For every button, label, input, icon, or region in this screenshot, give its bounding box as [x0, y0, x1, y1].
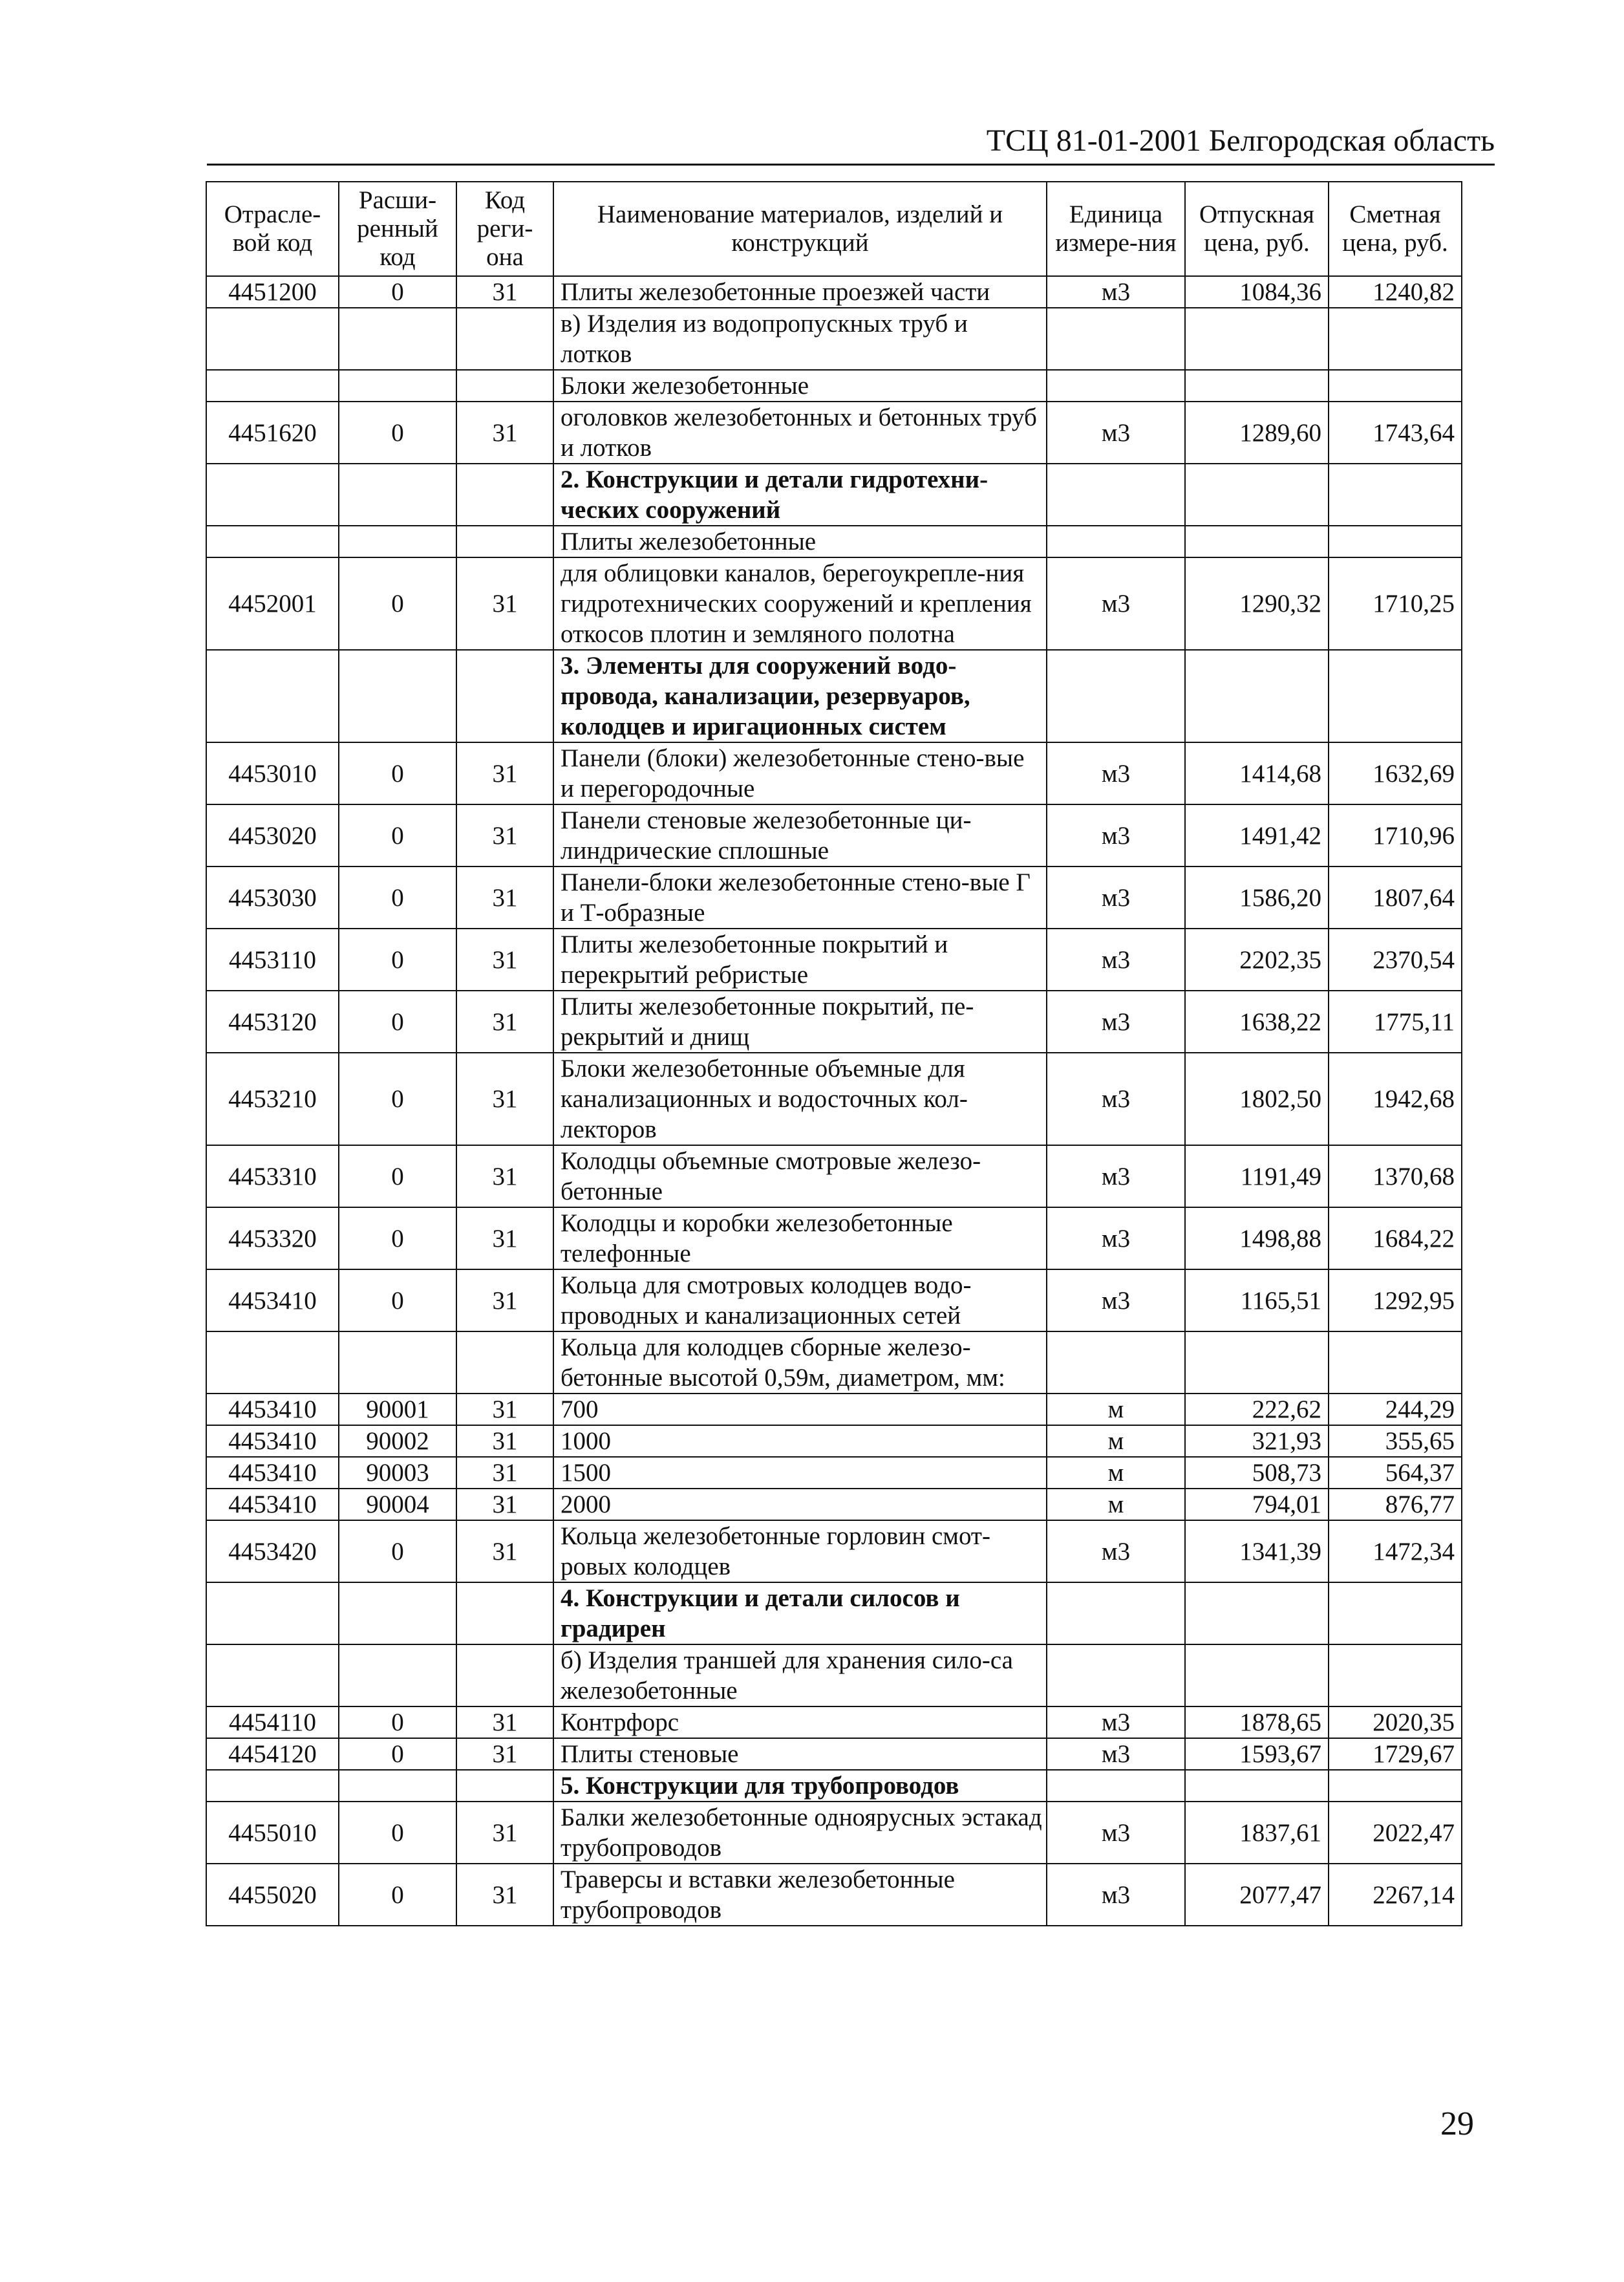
cell-region-code: 31	[456, 276, 553, 308]
cell-extended-code: 0	[339, 402, 456, 464]
cell-extended-code: 0	[339, 742, 456, 804]
cell-release-price: 1878,65	[1185, 1706, 1329, 1738]
cell-unit: м3	[1047, 402, 1185, 464]
section-heading-row	[206, 464, 1462, 526]
table-row	[206, 526, 1462, 557]
cell-region-code: 31	[456, 557, 553, 650]
cell-industry-code	[206, 308, 339, 370]
cell-material-name: Колодцы и коробки железобетонные телефонные	[553, 1207, 1047, 1269]
column-header-estimate-price: Сметная цена, руб.	[1329, 182, 1462, 276]
cell-region-code: 31	[456, 742, 553, 804]
cell-material-name: б) Изделия траншей для хранения сило-са железобетонные	[553, 1644, 1047, 1706]
cell-extended-code: 90001	[339, 1394, 456, 1425]
cell-material-name: Панели-блоки железобетонные стено-вые Г и Т-образные	[553, 867, 1047, 929]
cell-region-code	[456, 650, 553, 742]
cell-release-price: 1289,60	[1185, 402, 1329, 464]
cell-unit: м3	[1047, 742, 1185, 804]
table-row	[206, 557, 1462, 650]
cell-release-price: 1491,42	[1185, 804, 1329, 867]
cell-release-price: 2202,35	[1185, 929, 1329, 991]
cell-release-price: 508,73	[1185, 1457, 1329, 1489]
table-body	[206, 276, 1462, 1926]
cell-industry-code: 4453320	[206, 1207, 339, 1269]
cell-unit: м3	[1047, 867, 1185, 929]
cell-region-code: 31	[456, 1802, 553, 1864]
table-row	[206, 370, 1462, 402]
cell-region-code: 31	[456, 1425, 553, 1457]
cell-estimate-price	[1329, 1644, 1462, 1706]
cell-extended-code	[339, 1770, 456, 1802]
cell-release-price: 222,62	[1185, 1394, 1329, 1425]
cell-estimate-price: 876,77	[1329, 1489, 1462, 1520]
column-header-unit: Единица измере-ния	[1047, 182, 1185, 276]
cell-unit: м3	[1047, 929, 1185, 991]
cell-material-name: Панели (блоки) железобетонные стено-вые и перегородочные	[553, 742, 1047, 804]
table-row	[206, 742, 1462, 804]
cell-release-price: 1593,67	[1185, 1738, 1329, 1770]
cell-extended-code	[339, 370, 456, 402]
cell-region-code: 31	[456, 1269, 553, 1331]
cell-industry-code	[206, 1770, 339, 1802]
cell-material-name: для облицовки каналов, берегоукрепле-ния гидротехнических сооружений и крепления откосов плотин и земляного полотна	[553, 557, 1047, 650]
cell-unit	[1047, 1770, 1185, 1802]
cell-estimate-price	[1329, 370, 1462, 402]
cell-extended-code: 0	[339, 991, 456, 1053]
cell-industry-code: 4454120	[206, 1738, 339, 1770]
cell-region-code: 31	[456, 402, 553, 464]
cell-estimate-price	[1329, 650, 1462, 742]
cell-extended-code: 0	[339, 276, 456, 308]
cell-industry-code: 4451200	[206, 276, 339, 308]
section-heading-row	[206, 1770, 1462, 1802]
cell-industry-code	[206, 464, 339, 526]
cell-estimate-price	[1329, 308, 1462, 370]
column-header-material-name: Наименование материалов, изделий и конструкций	[553, 182, 1047, 276]
cell-unit	[1047, 308, 1185, 370]
cell-release-price	[1185, 370, 1329, 402]
cell-estimate-price: 2267,14	[1329, 1864, 1462, 1926]
cell-unit: м3	[1047, 991, 1185, 1053]
cell-release-price: 1191,49	[1185, 1145, 1329, 1207]
table-row	[206, 1738, 1462, 1770]
cell-extended-code	[339, 464, 456, 526]
cell-region-code: 31	[456, 804, 553, 867]
cell-release-price	[1185, 1644, 1329, 1706]
cell-industry-code: 4455010	[206, 1802, 339, 1864]
cell-material-name: Плиты железобетонные	[553, 526, 1047, 557]
cell-unit: м	[1047, 1489, 1185, 1520]
cell-release-price: 2077,47	[1185, 1864, 1329, 1926]
cell-unit: м3	[1047, 1520, 1185, 1582]
cell-extended-code	[339, 1331, 456, 1394]
cell-industry-code: 4453110	[206, 929, 339, 991]
cell-material-name: Плиты железобетонные проезжей части	[553, 276, 1047, 308]
column-header-industry-code: Отрасле-вой код	[206, 182, 339, 276]
cell-release-price	[1185, 526, 1329, 557]
cell-extended-code: 0	[339, 1864, 456, 1926]
cell-industry-code: 4453010	[206, 742, 339, 804]
cell-estimate-price: 2370,54	[1329, 929, 1462, 991]
cell-extended-code: 0	[339, 1802, 456, 1864]
cell-unit	[1047, 1582, 1185, 1644]
table-row	[206, 276, 1462, 308]
table-row	[206, 929, 1462, 991]
table-row	[206, 1331, 1462, 1394]
cell-unit: м3	[1047, 804, 1185, 867]
cell-estimate-price: 1729,67	[1329, 1738, 1462, 1770]
cell-release-price: 1341,39	[1185, 1520, 1329, 1582]
cell-estimate-price: 1743,64	[1329, 402, 1462, 464]
cell-estimate-price: 1710,25	[1329, 557, 1462, 650]
cell-extended-code: 90002	[339, 1425, 456, 1457]
table-row	[206, 1394, 1462, 1425]
cell-extended-code: 0	[339, 1738, 456, 1770]
cell-unit: м3	[1047, 557, 1185, 650]
cell-extended-code: 0	[339, 867, 456, 929]
table-row	[206, 1802, 1462, 1864]
cell-estimate-price: 1632,69	[1329, 742, 1462, 804]
cell-region-code	[456, 1770, 553, 1802]
cell-industry-code: 4453410	[206, 1394, 339, 1425]
cell-unit	[1047, 1644, 1185, 1706]
cell-material-name: Траверсы и вставки железобетонные трубопроводов	[553, 1864, 1047, 1926]
column-header-release-price: Отпускная цена, руб.	[1185, 182, 1329, 276]
section-heading-row	[206, 1582, 1462, 1644]
cell-estimate-price	[1329, 526, 1462, 557]
price-table-container	[206, 181, 1461, 1926]
cell-estimate-price: 244,29	[1329, 1394, 1462, 1425]
cell-extended-code: 90003	[339, 1457, 456, 1489]
cell-unit	[1047, 370, 1185, 402]
table-row	[206, 402, 1462, 464]
cell-release-price: 1498,88	[1185, 1207, 1329, 1269]
cell-industry-code: 4453210	[206, 1053, 339, 1145]
table-row	[206, 1145, 1462, 1207]
table-row	[206, 1053, 1462, 1145]
cell-estimate-price: 1807,64	[1329, 867, 1462, 929]
table-row	[206, 308, 1462, 370]
cell-region-code	[456, 526, 553, 557]
price-table	[206, 181, 1462, 1926]
cell-material-name: 4. Конструкции и детали силосов и градирен	[553, 1582, 1047, 1644]
cell-industry-code	[206, 1644, 339, 1706]
cell-extended-code: 90004	[339, 1489, 456, 1520]
cell-industry-code	[206, 1582, 339, 1644]
cell-region-code	[456, 464, 553, 526]
cell-release-price: 1638,22	[1185, 991, 1329, 1053]
cell-estimate-price: 1710,96	[1329, 804, 1462, 867]
cell-material-name: Блоки железобетонные	[553, 370, 1047, 402]
cell-material-name: в) Изделия из водопропускных труб и лотков	[553, 308, 1047, 370]
table-row	[206, 1425, 1462, 1457]
cell-industry-code: 4453120	[206, 991, 339, 1053]
cell-extended-code: 0	[339, 1145, 456, 1207]
cell-region-code	[456, 1644, 553, 1706]
cell-industry-code: 4453410	[206, 1489, 339, 1520]
cell-region-code: 31	[456, 1520, 553, 1582]
cell-unit: м3	[1047, 1706, 1185, 1738]
cell-unit: м3	[1047, 1864, 1185, 1926]
cell-extended-code	[339, 650, 456, 742]
cell-material-name: Кольца железобетонные горловин смот-ровых колодцев	[553, 1520, 1047, 1582]
cell-material-name: 2000	[553, 1489, 1047, 1520]
cell-material-name: Балки железобетонные одноярусных эстакад трубопроводов	[553, 1802, 1047, 1864]
cell-estimate-price: 564,37	[1329, 1457, 1462, 1489]
cell-estimate-price	[1329, 1582, 1462, 1644]
cell-estimate-price: 1292,95	[1329, 1269, 1462, 1331]
cell-material-name: 1500	[553, 1457, 1047, 1489]
cell-industry-code	[206, 526, 339, 557]
table-row	[206, 1207, 1462, 1269]
cell-release-price	[1185, 464, 1329, 526]
cell-region-code: 31	[456, 1864, 553, 1926]
cell-industry-code	[206, 650, 339, 742]
cell-unit: м3	[1047, 1207, 1185, 1269]
cell-release-price: 1165,51	[1185, 1269, 1329, 1331]
cell-material-name: Кольца для смотровых колодцев водо-проводных и канализационных сетей	[553, 1269, 1047, 1331]
cell-region-code	[456, 1582, 553, 1644]
cell-release-price	[1185, 1331, 1329, 1394]
cell-industry-code: 4452001	[206, 557, 339, 650]
cell-material-name: 3. Элементы для сооружений водо-провода, канализации, резервуаров, колодцев и иригационных систем	[553, 650, 1047, 742]
cell-region-code: 31	[456, 1457, 553, 1489]
cell-extended-code: 0	[339, 929, 456, 991]
cell-material-name: Колодцы объемные смотровые железо-бетонные	[553, 1145, 1047, 1207]
cell-region-code: 31	[456, 1738, 553, 1770]
cell-release-price	[1185, 308, 1329, 370]
cell-material-name: 2. Конструкции и детали гидротехни-ческих сооружений	[553, 464, 1047, 526]
cell-industry-code: 4453030	[206, 867, 339, 929]
cell-material-name: Панели стеновые железобетонные ци-линдрические сплошные	[553, 804, 1047, 867]
cell-unit: м3	[1047, 1053, 1185, 1145]
cell-release-price: 1837,61	[1185, 1802, 1329, 1864]
table-row	[206, 1644, 1462, 1706]
table-header-row	[206, 182, 1462, 276]
cell-industry-code	[206, 370, 339, 402]
table-row	[206, 1269, 1462, 1331]
cell-release-price: 1802,50	[1185, 1053, 1329, 1145]
cell-industry-code: 4453420	[206, 1520, 339, 1582]
cell-industry-code: 4451620	[206, 402, 339, 464]
cell-unit: м3	[1047, 1269, 1185, 1331]
cell-unit	[1047, 650, 1185, 742]
cell-unit: м3	[1047, 1802, 1185, 1864]
cell-release-price: 1290,32	[1185, 557, 1329, 650]
cell-region-code: 31	[456, 991, 553, 1053]
cell-material-name: 5. Конструкции для трубопроводов	[553, 1770, 1047, 1802]
column-header-region-code: Код реги-она	[456, 182, 553, 276]
cell-industry-code: 4453310	[206, 1145, 339, 1207]
cell-estimate-price: 2022,47	[1329, 1802, 1462, 1864]
cell-unit: м	[1047, 1457, 1185, 1489]
cell-release-price: 1586,20	[1185, 867, 1329, 929]
cell-release-price: 321,93	[1185, 1425, 1329, 1457]
section-heading-row	[206, 650, 1462, 742]
cell-region-code: 31	[456, 1207, 553, 1269]
cell-unit	[1047, 464, 1185, 526]
page-number: 29	[1440, 2105, 1474, 2142]
table-row	[206, 1489, 1462, 1520]
cell-estimate-price	[1329, 1770, 1462, 1802]
cell-region-code: 31	[456, 867, 553, 929]
column-header-extended-code: Расши-ренный код	[339, 182, 456, 276]
cell-release-price: 1414,68	[1185, 742, 1329, 804]
cell-industry-code: 4453410	[206, 1457, 339, 1489]
cell-estimate-price: 1472,34	[1329, 1520, 1462, 1582]
cell-industry-code: 4453410	[206, 1425, 339, 1457]
cell-material-name: Плиты стеновые	[553, 1738, 1047, 1770]
table-row	[206, 867, 1462, 929]
cell-extended-code	[339, 1644, 456, 1706]
cell-material-name: Контрфорс	[553, 1706, 1047, 1738]
cell-material-name: оголовков железобетонных и бетонных труб и лотков	[553, 402, 1047, 464]
cell-material-name: 700	[553, 1394, 1047, 1425]
cell-estimate-price	[1329, 464, 1462, 526]
cell-industry-code	[206, 1331, 339, 1394]
cell-unit	[1047, 1331, 1185, 1394]
cell-estimate-price: 1370,68	[1329, 1145, 1462, 1207]
cell-release-price: 794,01	[1185, 1489, 1329, 1520]
cell-extended-code	[339, 308, 456, 370]
cell-estimate-price: 1684,22	[1329, 1207, 1462, 1269]
cell-estimate-price	[1329, 1331, 1462, 1394]
cell-region-code: 31	[456, 1394, 553, 1425]
cell-extended-code: 0	[339, 1207, 456, 1269]
cell-material-name: Плиты железобетонные покрытий, пе-рекрытий и днищ	[553, 991, 1047, 1053]
cell-industry-code: 4454110	[206, 1706, 339, 1738]
document-title: ТСЦ 81-01-2001 Белгородская область	[986, 124, 1495, 158]
table-row	[206, 1457, 1462, 1489]
cell-industry-code: 4453410	[206, 1269, 339, 1331]
table-row	[206, 804, 1462, 867]
cell-unit	[1047, 526, 1185, 557]
cell-estimate-price: 1942,68	[1329, 1053, 1462, 1145]
page-header	[207, 113, 1495, 166]
cell-extended-code: 0	[339, 1269, 456, 1331]
cell-extended-code: 0	[339, 804, 456, 867]
cell-estimate-price: 1240,82	[1329, 276, 1462, 308]
cell-extended-code: 0	[339, 1520, 456, 1582]
cell-estimate-price: 2020,35	[1329, 1706, 1462, 1738]
cell-release-price	[1185, 650, 1329, 742]
cell-material-name: Кольца для колодцев сборные железо-бетонные высотой 0,59м, диаметром, мм:	[553, 1331, 1047, 1394]
cell-region-code: 31	[456, 1053, 553, 1145]
table-row	[206, 1864, 1462, 1926]
cell-unit: м	[1047, 1425, 1185, 1457]
cell-material-name: Блоки железобетонные объемные для канализационных и водосточных кол-лекторов	[553, 1053, 1047, 1145]
cell-release-price	[1185, 1582, 1329, 1644]
table-row	[206, 1706, 1462, 1738]
cell-unit: м3	[1047, 276, 1185, 308]
cell-unit: м3	[1047, 1145, 1185, 1207]
cell-extended-code: 0	[339, 1706, 456, 1738]
cell-extended-code	[339, 1582, 456, 1644]
cell-release-price	[1185, 1770, 1329, 1802]
cell-extended-code: 0	[339, 1053, 456, 1145]
cell-region-code	[456, 370, 553, 402]
cell-unit: м	[1047, 1394, 1185, 1425]
cell-material-name: 1000	[553, 1425, 1047, 1457]
cell-unit: м3	[1047, 1738, 1185, 1770]
cell-material-name: Плиты железобетонные покрытий и перекрытий ребристые	[553, 929, 1047, 991]
cell-region-code	[456, 308, 553, 370]
cell-release-price: 1084,36	[1185, 276, 1329, 308]
cell-industry-code: 4453020	[206, 804, 339, 867]
cell-industry-code: 4455020	[206, 1864, 339, 1926]
cell-region-code: 31	[456, 929, 553, 991]
cell-region-code: 31	[456, 1489, 553, 1520]
cell-region-code	[456, 1331, 553, 1394]
table-row	[206, 1520, 1462, 1582]
cell-region-code: 31	[456, 1145, 553, 1207]
cell-estimate-price: 1775,11	[1329, 991, 1462, 1053]
cell-extended-code	[339, 526, 456, 557]
cell-extended-code: 0	[339, 557, 456, 650]
cell-estimate-price: 355,65	[1329, 1425, 1462, 1457]
table-row	[206, 991, 1462, 1053]
cell-region-code: 31	[456, 1706, 553, 1738]
